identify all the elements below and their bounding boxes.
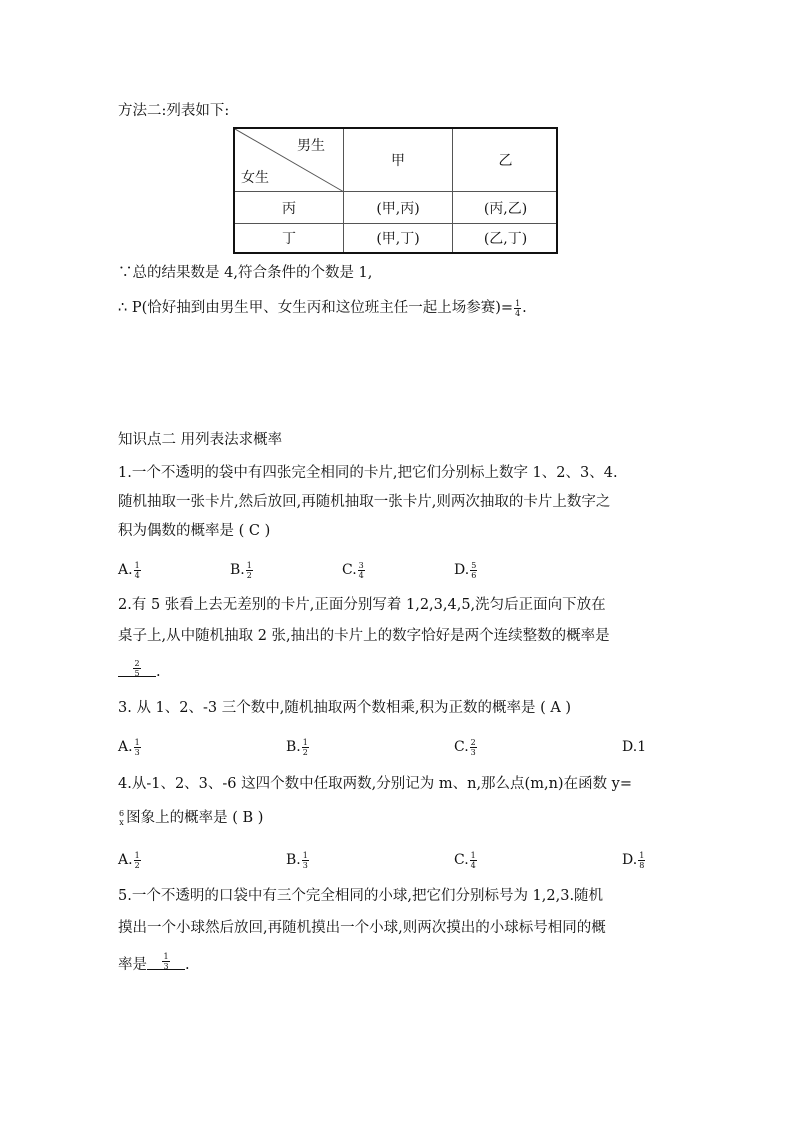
- q1-option-b: B. $\frac{1}{2}$: [230, 560, 252, 580]
- q3-line: 3. 从 1、2、-3 三个数中,随机抽取两个数相乘,积为正数的概率是 ( A ): [118, 700, 572, 716]
- q1-line-2: 随机抽取一张卡片,然后放回,再随机抽取一张卡片,则两次抽取的卡片上数字之: [118, 494, 611, 510]
- therefore-line: ∴ P(恰好抽到由男生甲、女生丙和这位班主任一起上场参赛)= $\frac{1}{4}$ .: [118, 298, 527, 318]
- row-label-bing: 丙: [282, 200, 296, 217]
- q4-option-a: A. $\frac{1}{2}$: [118, 850, 140, 870]
- q3-option-b: B. $\frac{1}{2}$: [286, 737, 308, 757]
- because-line: ∵总的结果数是 4,符合条件的个数是 1,: [118, 265, 373, 281]
- q5-answer-line: 率是 $\frac{1}{3}$ .: [118, 951, 190, 973]
- q4-option-b: B. $\frac{1}{3}$: [286, 850, 308, 870]
- q3-option-d: D.1: [622, 739, 647, 755]
- q1-line-3: 积为偶数的概率是 ( C ): [118, 523, 271, 539]
- answer-blank: $\frac{2}{5}$: [118, 662, 156, 677]
- section-title: 知识点二 用列表法求概率: [118, 432, 283, 448]
- col-header-yi: 乙: [498, 153, 513, 169]
- q2-line-2: 桌子上,从中随机抽取 2 张,抽出的卡片上的数字恰好是两个连续整数的概率是: [118, 628, 610, 644]
- q4-option-d: D. $\frac{1}{8}$: [622, 850, 645, 870]
- q4-line-1: 4.从-1、2、3、-6 这四个数中任取两数,分别记为 m、n,那么点(m,n)在函数 y=: [118, 776, 633, 792]
- q3-option-c: C. $\frac{2}{3}$: [454, 737, 476, 757]
- row-label-ding: 丁: [282, 231, 296, 247]
- q1-option-c: C. $\frac{3}{4}$: [342, 560, 364, 580]
- corner-bottom-label: 女生: [241, 170, 269, 186]
- q4-option-c: C. $\frac{1}{4}$: [454, 850, 476, 870]
- table-cell: (甲,丙): [376, 200, 420, 217]
- answer-blank: $\frac{1}{3}$: [147, 955, 185, 970]
- table-cell: (丙,乙): [483, 200, 528, 217]
- q2-line-1: 2.有 5 张看上去无差别的卡片,正面分别写着 1,2,3,4,5,洗匀后正面向下放在: [118, 597, 606, 613]
- q2-answer-line: $\frac{2}{5}$ .: [118, 662, 161, 682]
- q5-line-2: 摸出一个小球然后放回,再随机摸出一个小球,则两次摸出的小球标号相同的概: [118, 920, 606, 936]
- outcome-table: [233, 127, 558, 254]
- table-cell: (乙,丁): [483, 231, 528, 247]
- q3-option-a: A. $\frac{1}{3}$: [118, 737, 140, 757]
- q1-line-1: 1.一个不透明的袋中有四张完全相同的卡片,把它们分别标上数字 1、2、3、4.: [118, 465, 618, 481]
- q4-line-2: 6 x 图象上的概率是 ( B ): [119, 809, 264, 827]
- q1-option-d: D. $\frac{5}{6}$: [454, 560, 477, 580]
- fraction: $\frac{1}{4}$: [515, 298, 521, 318]
- method2-heading: 方法二:列表如下:: [118, 103, 230, 119]
- corner-top-label: 男生: [297, 138, 325, 154]
- table-cell: (甲,丁): [376, 231, 420, 247]
- col-header-jia: 甲: [391, 153, 405, 169]
- q1-option-a: A. $\frac{1}{4}$: [118, 560, 140, 580]
- q5-line-1: 5.一个不透明的口袋中有三个完全相同的小球,把它们分别标号为 1,2,3.随机: [118, 888, 604, 904]
